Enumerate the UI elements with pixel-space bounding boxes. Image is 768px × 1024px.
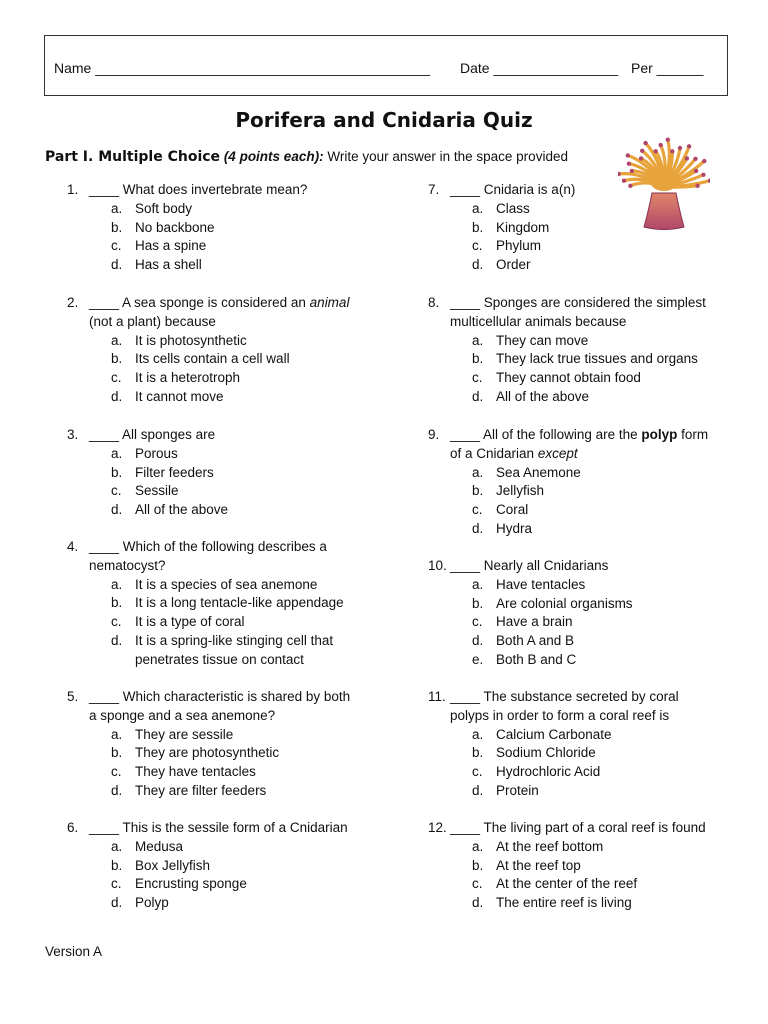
section-points: (4 points each): <box>223 149 324 164</box>
question-number: 2. <box>67 295 79 310</box>
question-stem-line[interactable]: ____ Sponges are considered the simplest <box>450 295 706 310</box>
option-text: Encrusting sponge <box>135 876 247 892</box>
date-field[interactable]: Date ________________ <box>460 60 619 76</box>
answer-option <box>89 576 389 595</box>
option-letter: a. <box>111 332 123 348</box>
option-text: Kingdom <box>496 219 550 235</box>
question-stem-line[interactable]: ____ A sea sponge is considered an animal <box>89 295 350 310</box>
question-stem <box>450 181 750 200</box>
anemone-tentacle-tip <box>640 149 644 153</box>
answer-options <box>450 200 750 275</box>
question-stem-line: nematocyst? <box>89 557 166 573</box>
answer-option <box>450 332 750 351</box>
option-text: Order <box>496 257 531 273</box>
answer-option <box>89 763 389 782</box>
answer-options <box>450 576 750 670</box>
question-stem-line[interactable]: ____ What does invertebrate mean? <box>89 182 308 197</box>
option-letter: b. <box>472 351 484 367</box>
question-number: 1. <box>67 182 79 197</box>
option-letter: a. <box>472 838 484 854</box>
option-text: Both B and C <box>496 651 577 667</box>
question-stem <box>450 557 750 576</box>
question-stem-line[interactable]: ____ The living part of a coral reef is found <box>450 820 706 835</box>
answer-options <box>89 726 389 801</box>
option-text: It is a spring-like stinging cell that penetrates tissue on contact <box>135 632 334 667</box>
section-heading <box>45 149 568 165</box>
option-text: It cannot move <box>135 388 224 404</box>
answer-option <box>89 464 389 483</box>
option-letter: b. <box>111 857 123 873</box>
option-text: Sodium Chloride <box>496 745 596 761</box>
answer-option <box>89 200 389 219</box>
anemone-tentacle-tip <box>666 138 670 142</box>
option-letter: d. <box>111 502 123 518</box>
answer-option <box>450 200 750 219</box>
anemone-tentacle-tip <box>701 173 705 177</box>
option-letter: b. <box>472 219 484 235</box>
option-letter: a. <box>111 838 123 854</box>
anemone-tentacle-tip <box>627 162 631 166</box>
answer-option <box>450 388 750 407</box>
option-text: It is a species of sea anemone <box>135 576 318 592</box>
option-text: It is a heterotroph <box>135 370 241 386</box>
option-text: Porous <box>135 445 178 461</box>
option-letter: c. <box>111 614 122 630</box>
option-text: At the reef bottom <box>496 838 604 854</box>
version-label: Version A <box>45 944 103 959</box>
option-text: They cannot obtain food <box>496 370 641 386</box>
option-text: Its cells contain a cell wall <box>135 351 290 367</box>
answer-option <box>450 763 750 782</box>
answer-option <box>450 857 750 876</box>
option-text: They can move <box>496 332 589 348</box>
answer-option <box>89 632 389 670</box>
option-letter: b. <box>472 745 484 761</box>
answer-option <box>89 350 389 369</box>
option-text: They are sessile <box>135 726 234 742</box>
answer-option <box>450 875 750 894</box>
option-letter: a. <box>111 576 123 592</box>
option-letter: d. <box>111 257 123 273</box>
option-letter: b. <box>111 595 123 611</box>
answer-options <box>89 200 389 275</box>
option-text: Both A and B <box>496 633 575 649</box>
question-stem-line[interactable]: ____ The substance secreted by coral <box>450 689 679 704</box>
answer-option <box>450 482 750 501</box>
option-text: They lack true tissues and organs <box>496 351 698 367</box>
answer-option <box>89 332 389 351</box>
answer-option <box>450 219 750 238</box>
answer-option <box>89 894 389 913</box>
answer-option <box>89 237 389 256</box>
answer-options <box>450 464 750 539</box>
anemone-tentacle-tip <box>643 141 647 145</box>
question-number: 8. <box>428 295 440 310</box>
option-text: Hydra <box>496 520 533 536</box>
answer-options <box>450 332 750 407</box>
anemone-tentacle-tip <box>702 159 706 163</box>
option-text: Have tentacles <box>496 576 586 592</box>
option-letter: a. <box>472 332 484 348</box>
question-number: 5. <box>67 689 79 704</box>
answer-option <box>89 744 389 763</box>
option-text: The entire reef is living <box>496 895 632 911</box>
period-field[interactable]: Per ______ <box>631 60 704 76</box>
option-letter: c. <box>472 614 483 630</box>
option-letter: c. <box>472 238 483 254</box>
option-text: Soft body <box>135 200 193 216</box>
option-letter: c. <box>472 876 483 892</box>
option-letter: d. <box>472 388 484 404</box>
question-stem-line[interactable]: ____ This is the sessile form of a Cnidarian <box>89 820 348 835</box>
section-instructions: Write your answer in the space provided <box>327 149 568 164</box>
question-stem-line[interactable]: ____ Nearly all Cnidarians <box>450 558 609 573</box>
question-number: 6. <box>67 820 79 835</box>
answer-option <box>450 520 750 539</box>
question-stem-line[interactable]: ____ Which characteristic is shared by both <box>89 689 351 704</box>
question-stem-line: a sponge and a sea anemone? <box>89 707 276 723</box>
option-letter: b. <box>472 595 484 611</box>
answer-option <box>450 595 750 614</box>
anemone-tentacle-tip <box>654 149 658 153</box>
answer-option <box>89 875 389 894</box>
anemone-tentacle-tip <box>670 149 674 153</box>
anemone-tentacle-tip <box>685 156 689 160</box>
page-title: Porifera and Cnidaria Quiz <box>235 108 533 132</box>
answer-option <box>450 632 750 651</box>
question-stem-line: of a Cnidarian except <box>450 445 578 461</box>
anemone-tentacle-tip <box>630 169 634 173</box>
answer-option <box>450 726 750 745</box>
option-letter: c. <box>111 238 122 254</box>
option-text: At the center of the reef <box>496 876 638 892</box>
option-letter: d. <box>111 782 123 798</box>
option-text: At the reef top <box>496 857 581 873</box>
option-letter: b. <box>472 483 484 499</box>
question-number: 10. <box>428 558 447 573</box>
option-letter: a. <box>472 726 484 742</box>
question-stem-line: multicellular animals because <box>450 313 627 329</box>
option-letter: a. <box>111 200 123 216</box>
answer-option <box>450 369 750 388</box>
option-letter: d. <box>472 257 484 273</box>
anemone-tentacle-tip <box>626 153 630 157</box>
option-text: No backbone <box>135 219 215 235</box>
question-number: 7. <box>428 182 440 197</box>
option-text: They are filter feeders <box>135 782 267 798</box>
option-text: Filter feeders <box>135 464 214 480</box>
answer-option <box>450 237 750 256</box>
option-text: Calcium Carbonate <box>496 726 612 742</box>
name-field[interactable]: Name ___________________________________________ <box>54 60 431 76</box>
answer-options <box>89 445 389 520</box>
option-text: Class <box>496 200 530 216</box>
option-letter: c. <box>111 764 122 780</box>
option-letter: d. <box>472 520 484 536</box>
answer-option <box>89 369 389 388</box>
question-number: 12. <box>428 820 447 835</box>
question-stem <box>89 538 389 576</box>
answer-option <box>450 350 750 369</box>
option-letter: d. <box>111 632 123 648</box>
question-number: 9. <box>428 427 440 442</box>
anemone-tentacle-tip <box>694 169 698 173</box>
option-text: Medusa <box>135 838 184 854</box>
option-text: It is a type of coral <box>135 614 245 630</box>
option-letter: d. <box>472 895 484 911</box>
answer-options <box>450 726 750 801</box>
question-stem <box>89 688 389 726</box>
question-stem <box>450 426 750 464</box>
answer-option <box>89 782 389 801</box>
option-text: Phylum <box>496 238 542 254</box>
option-letter: b. <box>472 857 484 873</box>
option-text: They are photosynthetic <box>135 745 280 761</box>
answer-option <box>89 388 389 407</box>
question-stem-line[interactable]: ____ All sponges are <box>89 427 216 442</box>
question-stem <box>450 819 750 838</box>
option-text: Have a brain <box>496 614 573 630</box>
option-letter: b. <box>111 464 123 480</box>
answer-options <box>450 838 750 913</box>
answer-option <box>450 464 750 483</box>
option-text: Are colonial organisms <box>496 595 633 611</box>
option-letter: a. <box>472 200 484 216</box>
answer-option <box>89 219 389 238</box>
question-stem-line[interactable]: ____ All of the following are the polyp form <box>450 427 709 442</box>
anemone-tentacle-tip <box>639 156 643 160</box>
answer-option <box>89 838 389 857</box>
question-number: 3. <box>67 427 79 442</box>
answer-option <box>450 256 750 275</box>
question-stem-line: (not a plant) because <box>89 313 216 329</box>
answer-option <box>89 726 389 745</box>
option-text: Sessile <box>135 483 179 499</box>
option-text: Sea Anemone <box>496 464 581 480</box>
option-letter: d. <box>111 895 123 911</box>
answer-option <box>450 838 750 857</box>
option-text: Has a shell <box>135 257 202 273</box>
anemone-tentacle-tip <box>687 144 691 148</box>
option-letter: b. <box>111 745 123 761</box>
option-letter: c. <box>111 483 122 499</box>
option-text: All of the above <box>135 502 229 518</box>
option-letter: c. <box>111 876 122 892</box>
answer-options <box>89 576 389 670</box>
option-text: Polyp <box>135 895 169 911</box>
question-stem-line[interactable]: ____ Cnidaria is a(n) <box>450 182 576 197</box>
option-letter: b. <box>111 219 123 235</box>
answer-option <box>450 894 750 913</box>
answer-option <box>89 613 389 632</box>
option-text: It is a long tentacle-like appendage <box>135 595 344 611</box>
option-letter: a. <box>111 726 123 742</box>
answer-option <box>89 857 389 876</box>
question-stem-line: polyps in order to form a coral reef is <box>450 707 670 723</box>
question-number: 11. <box>428 689 446 704</box>
option-text: It is photosynthetic <box>135 332 247 348</box>
option-letter: a. <box>472 576 484 592</box>
option-text: Protein <box>496 782 539 798</box>
option-text: They have tentacles <box>135 764 256 780</box>
answer-option <box>450 613 750 632</box>
answer-options <box>89 838 389 913</box>
option-text: Box Jellyfish <box>135 857 211 873</box>
answer-options <box>89 332 389 407</box>
anemone-tentacle-tip <box>693 157 697 161</box>
question-stem <box>450 688 750 726</box>
answer-option <box>450 782 750 801</box>
answer-option <box>89 501 389 520</box>
option-text: All of the above <box>496 388 590 404</box>
question-stem <box>89 181 389 200</box>
answer-option <box>450 651 750 670</box>
option-letter: c. <box>472 370 483 386</box>
option-letter: a. <box>472 464 484 480</box>
option-letter: c. <box>472 502 483 518</box>
question-stem <box>89 426 389 445</box>
answer-option <box>89 482 389 501</box>
question-stem-line[interactable]: ____ Which of the following describes a <box>89 539 327 554</box>
answer-option <box>89 445 389 464</box>
option-letter: e. <box>472 651 484 667</box>
answer-option <box>450 576 750 595</box>
answer-option <box>450 501 750 520</box>
question-number: 4. <box>67 539 79 554</box>
option-text: Jellyfish <box>496 483 545 499</box>
answer-option <box>450 744 750 763</box>
option-text: Has a spine <box>135 238 207 254</box>
option-letter: d. <box>472 782 484 798</box>
section-title: Part I. Multiple Choice <box>45 149 221 165</box>
answer-option <box>89 256 389 275</box>
option-text: Hydrochloric Acid <box>496 764 601 780</box>
answer-option <box>89 594 389 613</box>
option-letter: d. <box>111 388 123 404</box>
option-letter: b. <box>111 351 123 367</box>
option-letter: d. <box>472 633 484 649</box>
option-letter: c. <box>472 764 483 780</box>
question-stem <box>89 294 389 332</box>
anemone-tentacle-tip <box>678 146 682 150</box>
student-info-box <box>44 35 728 96</box>
anemone-tentacle-tip <box>659 143 663 147</box>
option-letter: a. <box>111 445 123 461</box>
question-stem <box>450 294 750 332</box>
question-stem <box>89 819 389 838</box>
option-text: Coral <box>496 502 529 518</box>
option-letter: c. <box>111 370 122 386</box>
